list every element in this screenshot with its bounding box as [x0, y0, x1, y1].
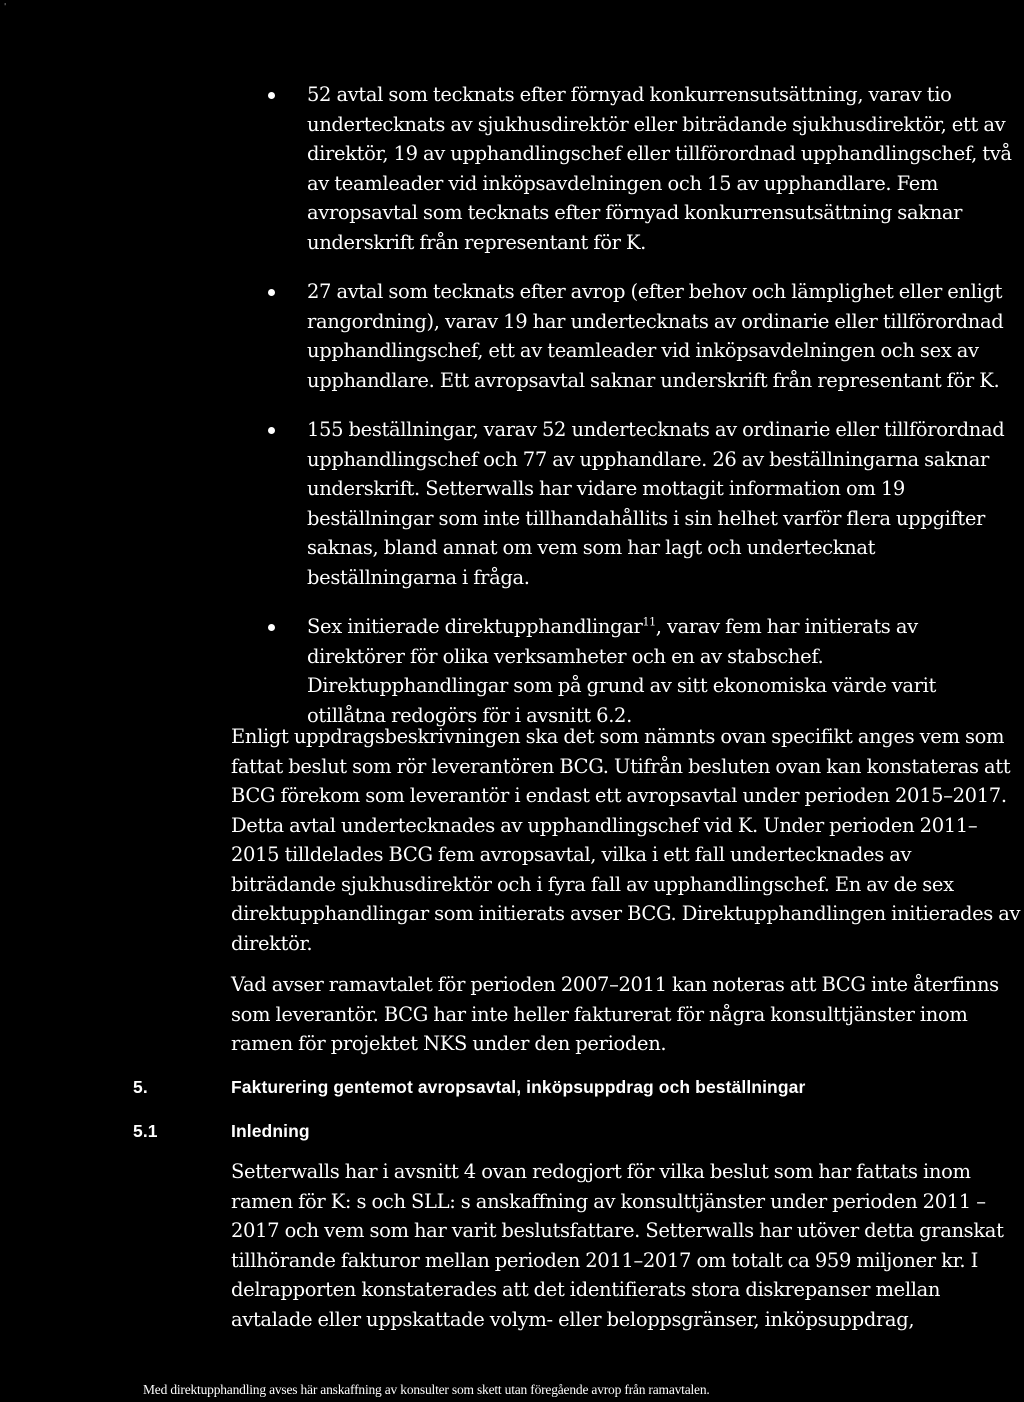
list-item — [0, 80, 1024, 257]
subsection-title: Inledning — [231, 1121, 310, 1141]
section-number: 5. — [133, 1077, 148, 1097]
bullet-text-start: Sex initierade direktupphandlingar — [307, 615, 643, 638]
paragraph-framework-agreement: Vad avser ramavtalet för perioden 2007–2011 kan noteras att BCG inte återfinns som leverantör. BCG har inte heller fakturerat för några konsulttjänster inom ramen för projektet NKS under den perioden. — [231, 973, 999, 1055]
bullet-dot-icon — [268, 92, 275, 99]
bullet-text: 52 avtal som tecknats efter förnyad konkurrensutsättning, varav tio undertecknats av sjukhusdirektör eller biträdande sjukhusdirektör, ett av direktör, 19 av upphandlingschef eller tillförordnad upphandlingschef, två av teamleader vid inköpsavdelningen och 15 av upphandlare. Fem avropsavtal som tecknats efter förnyad konkurrensutsättning saknar underskrift från representant för K. — [307, 83, 1012, 254]
bullet-text: 27 avtal som tecknats efter avrop (efter behov och lämplighet eller enligt rangordning), varav 19 har undertecknats av ordinarie eller tillförordnad upphandlingschef, ett av teamleader vid inköpsavdelningen och sex av upphandlare. Ett avropsavtal saknar underskrift från representant för K. — [307, 280, 1004, 392]
bullet-list — [0, 80, 1024, 750]
list-item — [0, 415, 1024, 592]
bullet-text: 155 beställningar, varav 52 undertecknats av ordinarie eller tillförordnad upphandlingschef och 77 av upphandlare. 26 av beställningarna saknar underskrift. Setterwalls har vidare mottagit information om 19 beställningar som inte tillhandahållits i sin helhet varför flera uppgifter saknas, bland annat om vem som har lagt och undertecknat beställningarna i fråga. — [307, 418, 1005, 589]
paragraph-bcg-decisions: Enligt uppdragsbeskrivningen ska det som nämnts ovan specifikt anges vem som fattat beslut som rör leverantören BCG. Utifrån besluten ovan kan konstateras att BCG förekom som leverantör i endast ett avropsavtal under perioden 2015–2017. Detta avtal undertecknades av upphandlingschef vid K. Under perioden 2011–2015 tilldelades BCG fem avropsavtal, vilka i ett fall undertecknades av biträdande sjukhusdirektör och i fyra fall av upphandlingschef. En av de sex direktupphandlingar som initierats avser BCG. Direktupphandlingen initierades av direktör. — [231, 725, 1021, 955]
list-item — [0, 612, 1024, 730]
subsection-number: 5.1 — [133, 1121, 158, 1141]
footnote-text: Med direktupphandling avses här anskaffning av konsulter som skett utan föregående avrop från ramavtalen. — [143, 1382, 710, 1397]
footnote — [143, 1382, 710, 1398]
section-title: Fakturering gentemot avropsavtal, inköpsuppdrag och beställningar — [231, 1077, 806, 1097]
page-corner-mark: ' — [4, 2, 7, 11]
list-item — [0, 277, 1024, 395]
footnote-reference: 11 — [642, 615, 656, 629]
paragraph-introduction: Setterwalls har i avsnitt 4 ovan redogjort för vilka beslut som har fattats inom ramen för K: s och SLL: s anskaffning av konsulttjänster under perioden 2011 – 2017 och vem som har varit beslutsfattare. Setterwalls har utöver detta granskat tillhörande fakturor mellan perioden 2011–2017 om totalt ca 959 miljoner kr. I delrapporten konstaterades att det identifierats stora diskrepanser mellan avtalade eller uppskattade volym- eller beloppsgränser, inköpsuppdrag, — [231, 1160, 1004, 1331]
bullet-dot-icon — [268, 624, 275, 631]
bullet-text-end: , varav fem har initierats av direktörer för olika verksamheter och en av stabschef. Direktupphandlingar som på grund av sitt ekonomiska värde varit otillåtna redogörs för i avsnitt 6.2. — [307, 615, 937, 727]
bullet-dot-icon — [268, 427, 275, 434]
bullet-dot-icon — [268, 289, 275, 296]
